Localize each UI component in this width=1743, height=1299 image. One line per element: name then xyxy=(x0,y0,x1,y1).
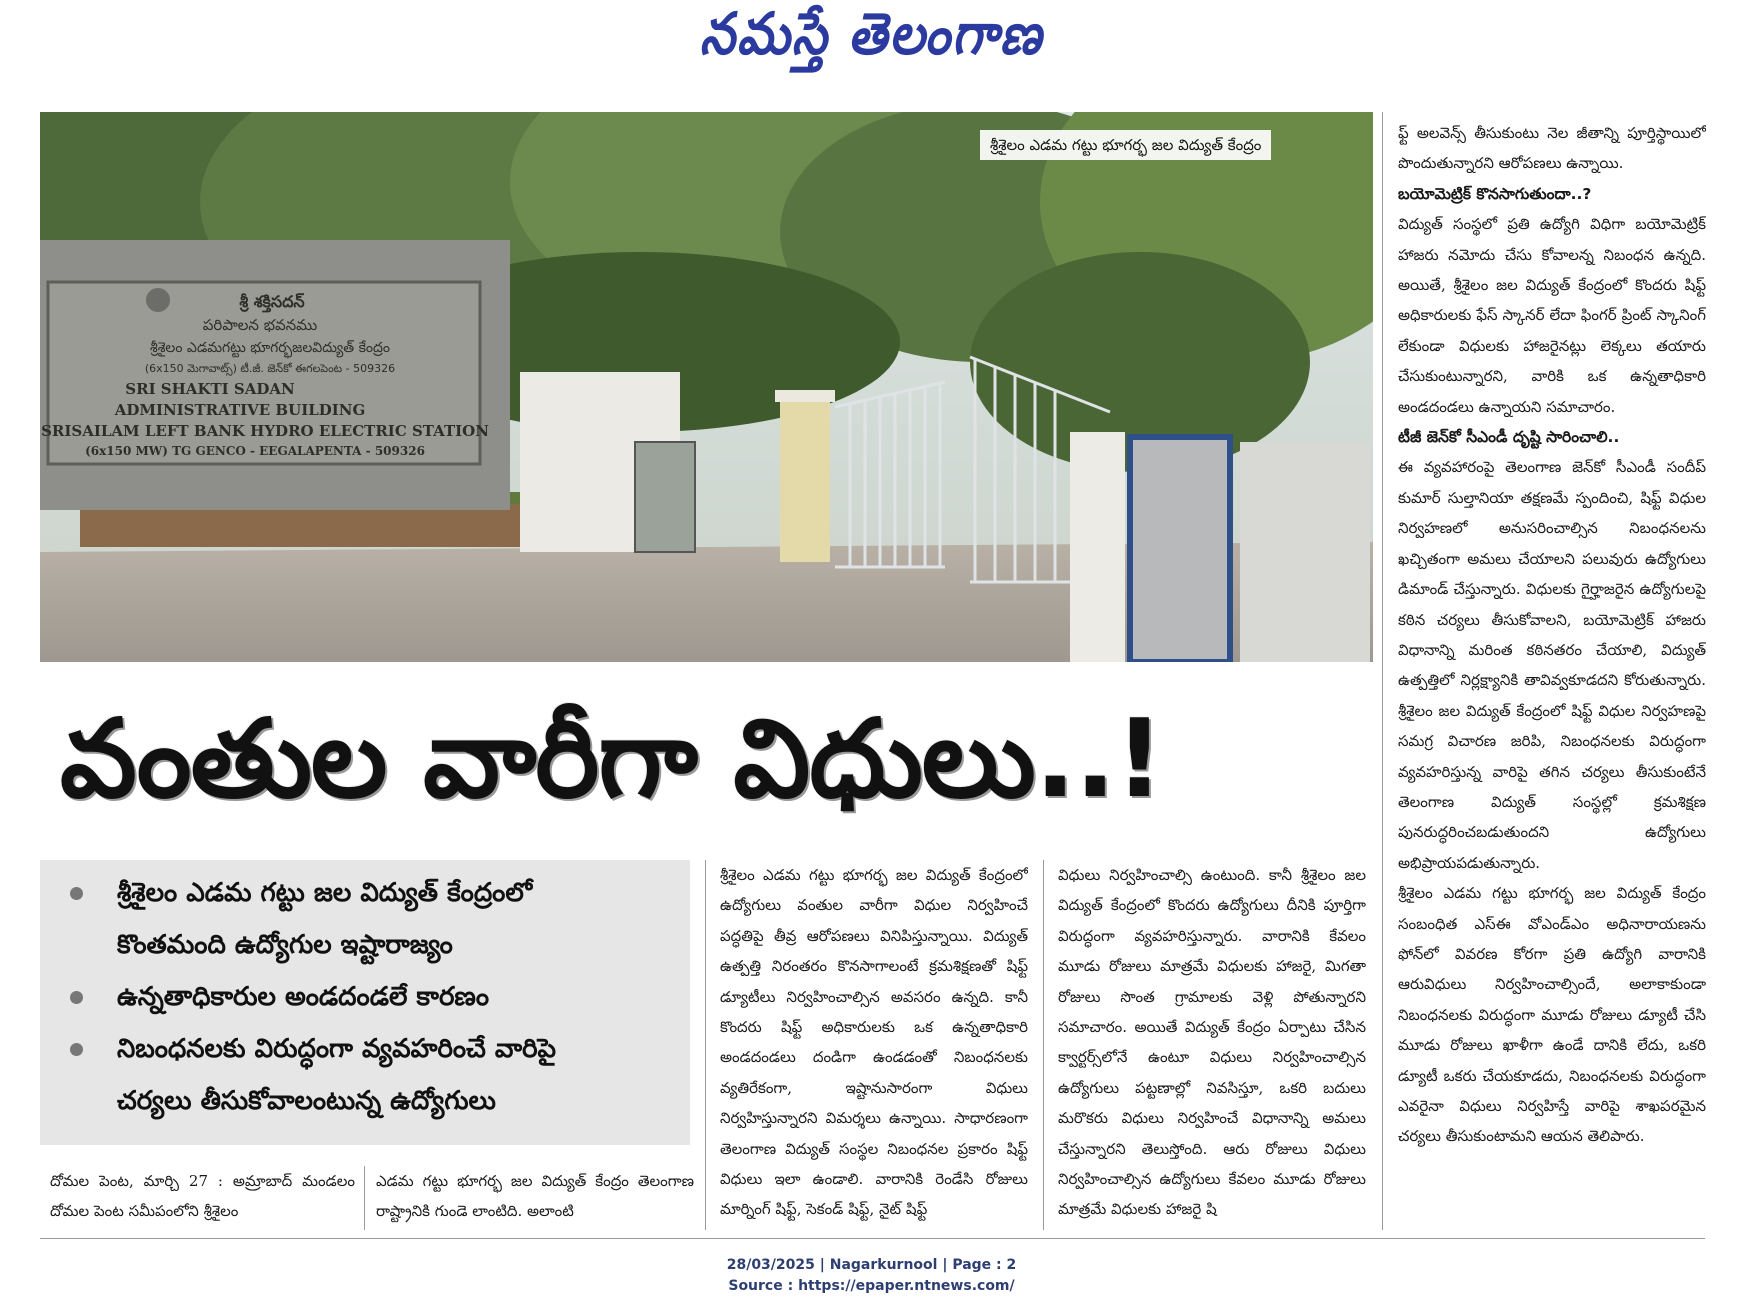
article-column-5 xyxy=(1398,118,1706,1230)
highlight-text: కొంతమంది ఉద్యోగుల ఇష్టారాజ్యం xyxy=(117,930,453,960)
highlight-text: ఉన్నతాధికారుల అండదండలే కారణం xyxy=(117,982,490,1012)
article-column-3 xyxy=(720,860,1028,1230)
article-column-4 xyxy=(1058,860,1366,1230)
highlights-box xyxy=(40,860,690,1145)
masthead xyxy=(0,0,1743,77)
article-paragraph: ఎడమ గట్టు భూగర్భ జల విద్యుత్ కేంద్రం తెలంగాణ రాష్ట్రానికి గుండె లాంటిది. అలాంటి xyxy=(376,1172,694,1221)
footer xyxy=(0,1255,1743,1297)
article-column-2 xyxy=(376,1166,694,1226)
sign-line-5: SRI SHAKTI SADAN xyxy=(125,380,295,398)
bullet-icon xyxy=(70,1043,83,1056)
sign-line-2: పరిపాలన భవనము xyxy=(202,316,318,334)
footer-source: Source : https://epaper.ntnews.com/ xyxy=(728,1278,1015,1294)
highlight-text: చర్యలు తీసుకోవాలంటున్న ఉద్యోగులు xyxy=(117,1086,496,1116)
photo-caption: శ్రీశైలం ఎడమ గట్టు భూగర్భ జల విద్యుత్ కేంద్రం xyxy=(980,130,1271,160)
highlight-text: శ్రీశైలం ఎడమ గట్టు జల విద్యుత్ కేంద్రంలో xyxy=(117,878,533,908)
article-paragraph: విధులు నిర్వహించాల్సి ఉంటుంది. కానీ శ్రీశైలం జల విద్యుత్ కేంద్రంలో కొందరు ఉద్యోగులు దీనికి పూర్తిగా విరుద్ధంగా వ్యవహరిస్తున్నారు. వారానికి కేవలం మూడు రోజులు మాత్రమే విధులకు హాజరై, మిగతా రోజులు సొంత గ్రామాలకు వెళ్లి పోతున్నారని సమాచారం. అయితే విద్యుత్ కేంద్రం ఏర్పాటు చేసిన క్వార్టర్స్‌లోనే ఉంటూ విధులు నిర్వహించాల్సిన ఉద్యోగులు పట్టణాల్లో నివసిస్తూ, ఒకరి బదులు మరొకరు విధులు నిర్వహించే విధానాన్ని అమలు చేస్తున్నారని తెలుస్తోంది. ఆరు రోజులు విధులు నిర్వహించాల్సిన ఉద్యోగులు కేవలం మూడు రోజులు మాత్రమే విధులకు హాజరై షి xyxy=(1058,866,1366,1219)
sign-line-4: (6x150 మెగావాట్స్) టీ.జీ. జెన్‌కో ఈగలపెంట - 509326 xyxy=(144,362,396,375)
bullet-icon xyxy=(70,887,83,900)
column-divider xyxy=(364,1166,365,1230)
subheading: బయోమెట్రిక్ కొనసాగుతుందా..? xyxy=(1398,184,1592,203)
article-paragraph: శ్రీశైలం ఎడమ గట్టు భూగర్భ జల విద్యుత్ కేంద్రంలో ఉద్యోగులు వంతుల వారీగా విధుల నిర్వహించే పద్ధతిపై తీవ్ర ఆరోపణలు వినిపిస్తున్నాయి. విద్యుత్ ఉత్పత్తి నిరంతరం కొనసాగాలంటే క్రమశిక్షణతో షిఫ్ట్ డ్యూటీలు నిర్వహించాల్సిన అవసరం ఉన్నది. కానీ కొందరు షిఫ్ట్ అధికారులకు ఒక ఉన్నతాధికారి అండదండలు దండిగా ఉండడంతో నిబంధనలకు వ్యతిరేకంగా, ఇష్టానుసారంగా విధులు నిర్వహిస్తున్నారని విమర్శలు ఉన్నాయి. సాధారణంగా తెలంగాణ విద్యుత్ సంస్థల నిబంధనల ప్రకారం షిఫ్ట్ విధులు ఇలా ఉండాలి. వారానికి రెండేసి రోజులు మార్నింగ్ షిఫ్ట్, సెకండ్ షిఫ్ట్, నైట్ షిఫ్ట్ xyxy=(720,866,1028,1219)
sign-line-6: ADMINISTRATIVE BUILDING xyxy=(114,401,366,419)
article-paragraph: శ్రీశైలం ఎడమ గట్టు భూగర్భ జల విద్యుత్ కేంద్రం సంబంధిత ఎస్ఈ వోఎండ్ఎం అధినారాయణను ఫోన్‌లో వివరణ కోరగా ప్రతి ఉద్యోగి వారానికి ఆరువిధులు నిర్వహించాల్సిందే, అలాకాకుండా నిబంధనలకు విరుద్ధంగా మూడు రోజులు డ్యూటీ చేసి మూడు రోజులు ఖాళీగా ఉండే దానికి లేదు, ఒకరి డ్యూటీ ఒకరు చేయకూడదు, నిబంధనలకు విరుద్ధంగా ఎవరైనా విధులు నిర్వహిస్తే వారిపై శాఖపరమైన చర్యలు తీసుకుంటామని ఆయన తెలిపారు. xyxy=(1398,884,1706,1146)
photo-illustration xyxy=(40,112,1373,662)
sign-line-7: SRISAILAM LEFT BANK HYDRO ELECTRIC STATION xyxy=(41,422,489,440)
article-paragraph: దోమల పెంట, మార్చి 27 : అమ్రాబాద్ మండలం దోమల పెంట సమీపంలోని శ్రీశైలం xyxy=(50,1172,355,1221)
article-column-1 xyxy=(50,1166,355,1226)
sign-line-1: శ్రీ శక్తిసదన్ xyxy=(239,292,305,311)
masthead-logo: నమస్తే తెలంగాణ xyxy=(699,0,1044,68)
article-photo xyxy=(40,112,1373,662)
article-paragraph: ఈ వ్యవహారంపై తెలంగాణ జెన్‌కో సీఎండీ సందీప్ కుమార్ సుల్తానియా తక్షణమే స్పందించి, షిఫ్ట్ విధుల నిర్వహణలో అనుసరించాల్సిన నిబంధనలను ఖచ్చితంగా అమలు చేయాలని పలువురు ఉద్యోగులు డిమాండ్ చేస్తున్నారు. విధులకు గైర్హాజరైన ఉద్యోగులపై కఠిన చర్యలు తీసుకోవాలని, బయోమెట్రిక్ హాజరు విధానాన్ని మరింత కఠినతరం చేయాలి, విద్యుత్ ఉత్పత్తిలో నిర్లక్ష్యానికి తావివ్వకూడదని కోరుతున్నారు. శ్రీశైలం జల విద్యుత్ కేంద్రంలో షిఫ్ట్ విధుల నిర్వహణపై సమగ్ర విచారణ జరిపి, నిబంధనలకు విరుద్ధంగా వ్యవహరిస్తున్న వారిపై తగిన చర్యలు తీసుకుంటేనే తెలంగాణ విద్యుత్ సంస్థల్లో క్రమశిక్షణ పునరుద్ధరించబడుతుందని ఉద్యోగులు అభిప్రాయపడుతున్నారు. xyxy=(1398,458,1706,872)
sign-line-3: శ్రీశైలం ఎడమగట్టు భూగర్భజలవిద్యుత్ కేంద్రం xyxy=(150,340,390,356)
highlight-text: నిబంధనలకు విరుద్ధంగా వ్యవహరించే వారిపై xyxy=(117,1034,557,1064)
footer-edition-info: 28/03/2025 | Nagarkurnool | Page : 2 xyxy=(726,1257,1017,1273)
headline: వంతుల వారీగా విధులు..! xyxy=(60,697,1164,822)
article-paragraph: ఫ్ట్ అలవెన్స్ తీసుకుంటు నెల జీతాన్ని పూర్తిస్థాయిలో పొందుతున్నారని ఆరోపణలు ఉన్నాయి. xyxy=(1398,124,1706,173)
article-paragraph: విద్యుత్ సంస్థలో ప్రతి ఉద్యోగి విధిగా బయోమెట్రిక్ హాజరు నమోదు చేసు కోవాలన్న నిబంధన ఉన్నది. అయితే, శ్రీశైలం జల విద్యుత్ కేంద్రంలో కొందరు షిఫ్ట్ అధికారులకు ఫేస్ స్కానర్ లేదా ఫింగర్ ప్రింట్ స్కానింగ్ లేకుండా విధులకు హాజరైనట్లు లెక్కలు తయారు చేసుకుంటున్నారని, వారికి ఒక ఉన్నతాధికారి అండదండలు ఉన్నాయని సమాచారం. xyxy=(1398,215,1706,416)
column-divider xyxy=(705,860,706,1230)
subheading: టీజీ జెన్‌కో సీఎండీ దృష్టి సారించాలి.. xyxy=(1398,428,1620,447)
sign-line-8: (6x150 MW) TG GENCO - EEGALAPENTA - 509326 xyxy=(85,444,425,458)
bottom-rule xyxy=(40,1238,1705,1239)
bullet-icon xyxy=(70,991,83,1004)
column-divider xyxy=(1043,860,1044,1230)
column-divider xyxy=(1382,112,1383,1230)
